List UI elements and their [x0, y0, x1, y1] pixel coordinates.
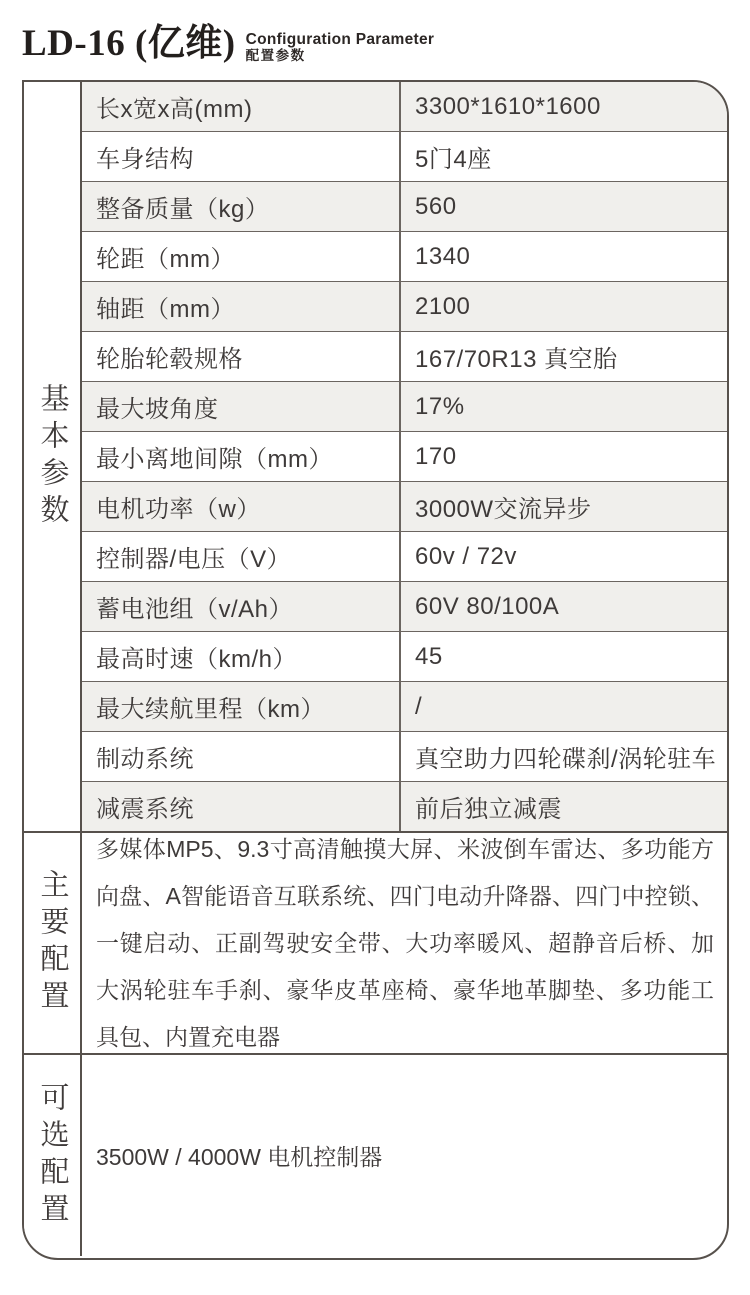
spec-table: [22, 80, 729, 1260]
section-main-configuration: [24, 833, 727, 1055]
spec-label: 电机功率（w）: [82, 482, 401, 531]
optional-configuration-body: [82, 1055, 727, 1256]
sidebar-main-configuration: [24, 833, 82, 1053]
spec-value: 60V 80/100A: [415, 592, 560, 620]
spec-value: 170: [415, 442, 457, 470]
spec-label: 最大续航里程（km）: [82, 682, 401, 731]
spec-value: 前后独立减震: [415, 796, 562, 823]
table-row: [82, 732, 727, 782]
table-row: [82, 682, 727, 732]
spec-label: 减震系统: [82, 782, 401, 831]
spec-label: 轮距（mm）: [82, 232, 401, 281]
subtitle-english: Configuration Parameter: [245, 31, 435, 48]
table-row: [82, 632, 727, 682]
table-row: [82, 282, 727, 332]
spec-label: 轮胎轮毂规格: [82, 332, 401, 381]
main-configuration-body: [82, 833, 727, 1053]
sidebar-optional-configuration: [24, 1055, 82, 1256]
spec-label: 最小离地间隙（mm）: [82, 432, 401, 481]
page-title: LD-16 (亿维): [22, 23, 236, 64]
subtitle-chinese: 配置参数: [245, 48, 306, 63]
table-row: [82, 332, 727, 382]
table-row: [82, 382, 727, 432]
spec-value: 3000W交流异步: [415, 496, 592, 523]
spec-value: 5门4座: [415, 146, 492, 173]
table-row: [82, 132, 727, 182]
spec-value: 1340: [415, 242, 471, 270]
spec-label: 最大坡角度: [82, 382, 401, 431]
main-configuration-text: 多媒体MP5、9.3寸高清触摸大屏、米波倒车雷达、多功能方向盘、A智能语音互联系统、四门电动升降器、四门中控锁、一键启动、正副驾驶安全带、大功率暖风、超静音后桥、加大涡轮驻车手刹、豪华皮革座椅、豪华地革脚垫、多功能工具包、内置充电器: [96, 835, 714, 1050]
optional-configuration-text: 3500W / 4000W 电机控制器: [96, 1144, 383, 1170]
sidebar-label-optional: 可选配置: [36, 1081, 69, 1230]
subtitle-block: [246, 31, 435, 66]
spec-value: 560: [415, 192, 457, 220]
section-basic-parameters: [24, 82, 727, 833]
spec-value: 45: [415, 642, 443, 670]
spec-label: 蓄电池组（v/Ah）: [82, 582, 401, 631]
section-optional-configuration: [24, 1055, 727, 1256]
spec-label: 制动系统: [82, 732, 401, 781]
basic-rows: [82, 82, 727, 831]
spec-value: 真空助力四轮碟刹/涡轮驻车: [415, 746, 717, 773]
spec-value: /: [415, 692, 423, 720]
spec-value: 2100: [415, 292, 471, 320]
sidebar-label-basic: 基本参数: [36, 382, 69, 531]
spec-label: 最高时速（km/h）: [82, 632, 401, 681]
spec-value: 60v / 72v: [415, 542, 517, 570]
table-row: [82, 182, 727, 232]
sidebar-basic-parameters: [24, 82, 82, 831]
table-row: [82, 232, 727, 282]
spec-label: 整备质量（kg）: [82, 182, 401, 231]
spec-value: 3300*1610*1600: [415, 92, 601, 120]
spec-label: 控制器/电压（V）: [82, 532, 401, 581]
table-row: [82, 82, 727, 132]
spec-label: 长x宽x高(mm): [82, 82, 401, 131]
table-row: [82, 482, 727, 532]
spec-value: 17%: [415, 392, 465, 420]
table-row: [82, 532, 727, 582]
page-header: [22, 22, 434, 66]
table-row: [82, 582, 727, 632]
spec-value: 167/70R13 真空胎: [415, 346, 618, 373]
spec-label: 轴距（mm）: [82, 282, 401, 331]
spec-label: 车身结构: [82, 132, 401, 181]
table-row: [82, 782, 727, 831]
sidebar-label-main: 主要配置: [36, 869, 69, 1017]
table-row: [82, 432, 727, 482]
